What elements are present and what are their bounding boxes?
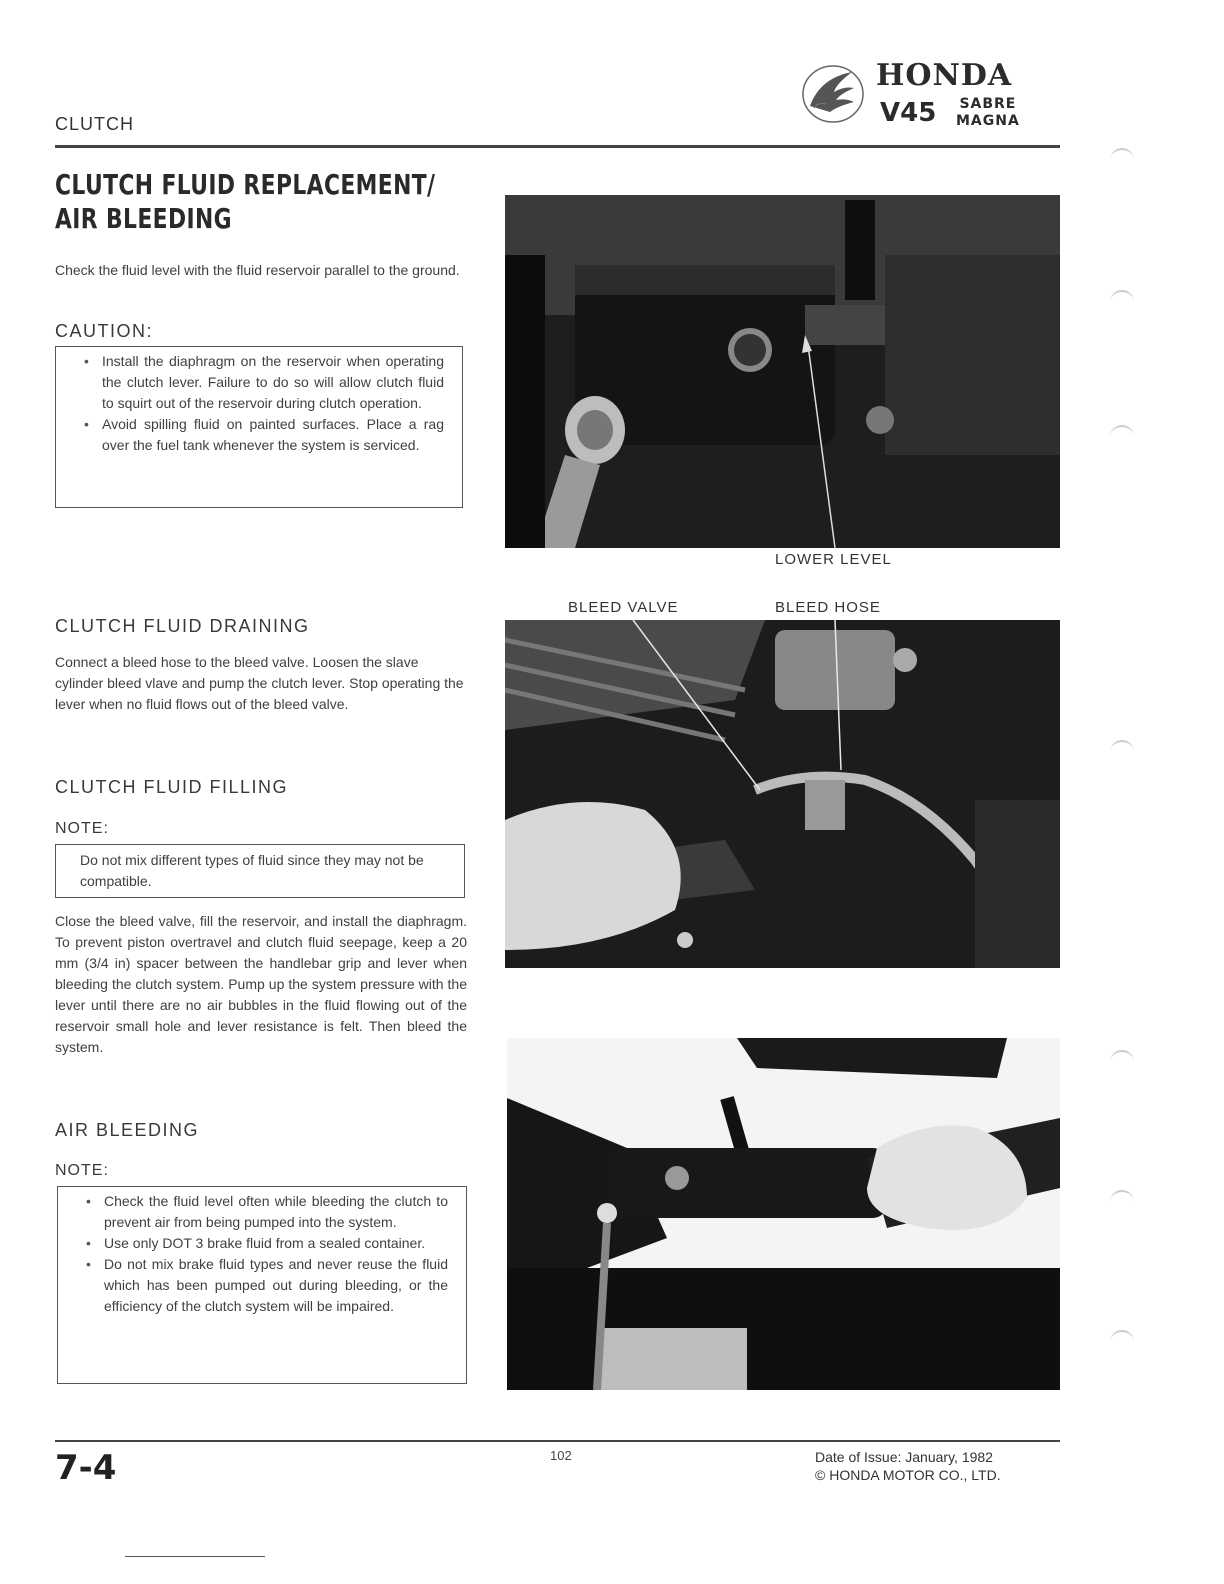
caution-item: • Avoid spilling fluid on painted surfaces. Place a rag over the fuel tank whenever the system is serviced. [78,414,444,456]
issue-date: Date of Issue: January, 1982 [815,1449,993,1465]
caption-lower-level: LOWER LEVEL [775,551,892,568]
filling-note-label: NOTE: [55,820,109,837]
air-bleeding-note-label: NOTE: [55,1162,109,1179]
caption-bleed-valve: BLEED VALVE [568,599,679,616]
copyright: © HONDA MOTOR CO., LTD. [815,1467,1001,1483]
filling-text: Close the bleed valve, fill the reservoir, and install the diaphragm. To prevent piston overtravel and clutch fluid seepage, keep a 20 mm (3/4 in) spacer between the handlebar grip and lever when bleeding the clutch system. Pump up the system pressure with the lever until there are no air bubbles in the fluid flowing out of the reservoir small hole and lever resistance is felt. Then bleed the system. [55,913,467,1055]
filling-heading: CLUTCH FLUID FILLING [55,777,289,797]
caption-bleed-hose: BLEED HOSE [775,599,881,616]
bottom-scan-line [125,1556,265,1557]
photo-reservoir [505,195,1060,548]
margin-mark [1110,1190,1134,1208]
header-rule [55,145,1060,148]
air-bleeding-note-box [57,1186,467,1384]
margin-mark [1110,148,1134,166]
title-line-2: AIR BLEEDING [55,202,232,235]
draining-heading: CLUTCH FLUID DRAINING [55,616,310,636]
caution-item: • Install the diaphragm on the reservoir when operating the clutch lever. Failure to do so will allow clutch fluid to squirt out of the reservoir during clutch operation. [78,351,444,414]
title-line-1: CLUTCH FLUID REPLACEMENT/ [55,168,436,201]
center-page-number: 102 [550,1448,572,1463]
issue-info [815,1448,1001,1484]
footer-rule [55,1440,1060,1442]
model-variants [956,96,1020,130]
page-number: 7-4 [55,1448,117,1488]
page-title [55,168,435,236]
margin-mark [1110,290,1134,308]
air-bleeding-item: • Do not mix brake fluid types and never reuse the fluid which has been pumped out during bleeding, or the efficiency of the clutch system will be impaired. [80,1254,448,1317]
draining-text: Connect a bleed hose to the bleed valve. Loosen the slave cylinder bleed vlave and pump the clutch lever. Stop operating the lever when no fluid flows out of the bleed valve. [55,654,464,712]
filling-note-box: Do not mix different types of fluid since they may not be compatible. [55,844,465,898]
photo-bleed-valve [505,620,1060,968]
caution-box [55,346,463,508]
honda-logo [800,58,1060,136]
section-label: CLUTCH [55,114,135,134]
margin-mark [1110,1050,1134,1068]
variant-sabre: SABRE [959,96,1017,112]
air-bleeding-heading: AIR BLEEDING [55,1120,200,1140]
margin-mark [1110,425,1134,443]
margin-mark [1110,740,1134,758]
variant-magna: MAGNA [956,113,1020,129]
margin-mark [1110,1330,1134,1348]
model-name: V45 [880,98,937,128]
air-bleeding-item: • Check the fluid level often while bleeding the clutch to prevent air from being pumped into the system. [80,1191,448,1233]
wing-logo-icon [800,58,866,124]
caution-label: CAUTION: [55,321,154,341]
air-bleeding-item: • Use only DOT 3 brake fluid from a sealed container. [80,1233,448,1254]
photo-clutch-lever [507,1038,1060,1390]
intro-text: Check the fluid level with the fluid reservoir parallel to the ground. [55,262,460,278]
brand-name: HONDA [876,58,1013,93]
